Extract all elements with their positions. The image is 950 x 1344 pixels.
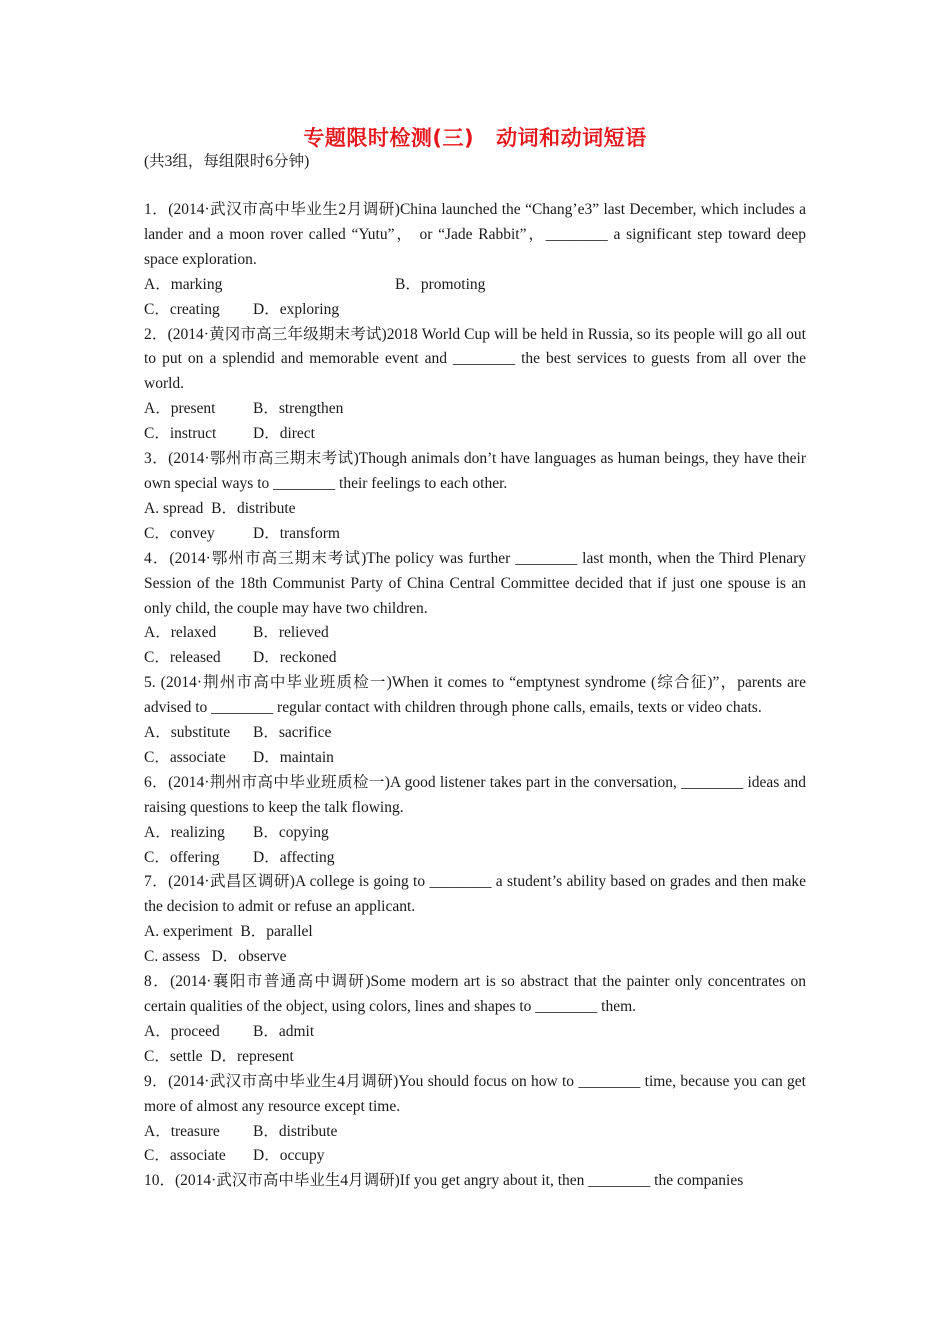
- option-c-d: C. assess D．observe: [144, 948, 287, 966]
- question-text: 4．(2014·鄂州市高三期末考试)The policy was further ________ last month, when the Third Plenary Session of the 18th Communist Party of China Central Committee decided that if just one spouse is an only child, the couple may have two children.: [144, 549, 806, 617]
- option-c: C．instruct: [144, 425, 217, 443]
- option-b: B．strengthen: [253, 400, 344, 418]
- option-b: B．relieved: [253, 624, 329, 642]
- option-row: [144, 746, 806, 771]
- option-row: [144, 1144, 806, 1169]
- option-c: C．creating: [144, 300, 220, 318]
- option-row: [144, 497, 806, 522]
- option-row: [144, 846, 806, 871]
- option-row: [144, 1020, 806, 1045]
- option-c: C．offering: [144, 848, 220, 866]
- option-c: C．associate: [144, 748, 226, 766]
- title-part-1: 专题限时检测(三): [303, 126, 475, 150]
- subtitle: (共3组，每组限时6分钟): [144, 153, 310, 170]
- option-d: D．direct: [253, 425, 315, 443]
- option-b: B．copying: [253, 823, 329, 841]
- option-d: D．occupy: [253, 1147, 325, 1165]
- question-text: 5. (2014·荆州市高中毕业班质检一)When it comes to “emptynest syndrome (综合征)”，parents are advised to ________ regular contact with children through phone calls, emails, texts or video chats.: [144, 674, 806, 717]
- option-row: [144, 920, 806, 945]
- question-5: [144, 671, 806, 771]
- question-text: 1．(2014·武汉市高中毕业生2月调研)China launched the “Chang’e3” last December, which includes a lander and a moon rover called “Yutu”， or “Jade Rabbit”，________ a significant step toward deep space exploration.: [144, 201, 806, 268]
- question-text: 7．(2014·武昌区调研)A college is going to ________ a student’s ability based on grades and then make the decision to admit or refuse an applicant.: [144, 873, 806, 916]
- option-a-b: A. spread B．distribute: [144, 499, 296, 517]
- option-row: [144, 273, 806, 298]
- option-c: C．associate: [144, 1147, 226, 1165]
- question-text: 3．(2014·鄂州市高三期末考试)Though animals don’t have languages as human beings, they have their own special ways to ________ their feelings to each other.: [144, 450, 806, 492]
- option-d: D．affecting: [253, 848, 335, 866]
- question-2: [144, 323, 806, 448]
- option-row: [144, 522, 806, 547]
- option-row: [144, 945, 806, 970]
- option-row: [144, 397, 806, 422]
- question-text: 10．(2014·武汉市高中毕业生4月调研)If you get angry about it, then ________ the companies: [144, 1172, 744, 1190]
- option-row: [144, 821, 806, 846]
- question-list: [144, 198, 806, 1194]
- option-b: B．distribute: [253, 1122, 338, 1140]
- option-row: [144, 1045, 806, 1070]
- option-a: A．treasure: [144, 1122, 220, 1140]
- title-part-2: 动词和动词短语: [496, 126, 647, 150]
- option-row: [144, 721, 806, 746]
- question-3: [144, 447, 806, 547]
- option-d: D．transform: [253, 524, 340, 542]
- question-4: [144, 547, 806, 672]
- option-a: A．realizing: [144, 823, 225, 841]
- option-a-b: A. experiment B．parallel: [144, 923, 313, 941]
- question-text: 9．(2014·武汉市高中毕业生4月调研)You should focus on how to ________ time, because you can get more of almost any resource except time.: [144, 1072, 806, 1115]
- option-a: A．present: [144, 400, 216, 418]
- page-title: [0, 122, 950, 152]
- option-b: B．admit: [253, 1022, 315, 1040]
- option-d: D．exploring: [253, 300, 340, 318]
- option-row: [144, 646, 806, 671]
- option-a: A．proceed: [144, 1022, 220, 1040]
- option-a: A．substitute: [144, 724, 231, 742]
- question-7: [144, 870, 806, 970]
- question-6: [144, 771, 806, 871]
- option-b: B．promoting: [395, 275, 486, 293]
- option-c: C．convey: [144, 524, 215, 542]
- option-c-d: C．settle D．represent: [144, 1047, 294, 1065]
- question-9: [144, 1070, 806, 1170]
- option-row: [144, 1120, 806, 1145]
- option-c: C．released: [144, 649, 221, 667]
- question-text: 8．(2014·襄阳市普通高中调研)Some modern art is so abstract that the painter only concentrates on certain qualities of the object, using colors, lines and shapes to ________ them.: [144, 973, 806, 1015]
- option-a: A．relaxed: [144, 624, 217, 642]
- question-1: [144, 198, 806, 323]
- option-row: [144, 422, 806, 447]
- option-row: [144, 621, 806, 646]
- question-8: [144, 970, 806, 1070]
- option-b: B．sacrifice: [253, 724, 332, 742]
- option-d: D．reckoned: [253, 649, 337, 667]
- option-row: [144, 298, 806, 323]
- option-a: A．marking: [144, 275, 223, 293]
- question-text: 6．(2014·荆州市高中毕业班质检一)A good listener takes part in the conversation, ________ ideas and raising questions to keep the talk flowing.: [144, 773, 806, 816]
- question-text: 2．(2014·黄冈市高三年级期末考试)2018 World Cup will be held in Russia, so its people will go all out to put on a splendid and memorable event and ________ the best services to guests from all over the world.: [144, 325, 806, 393]
- question-10: [144, 1169, 806, 1194]
- option-d: D．maintain: [253, 748, 334, 766]
